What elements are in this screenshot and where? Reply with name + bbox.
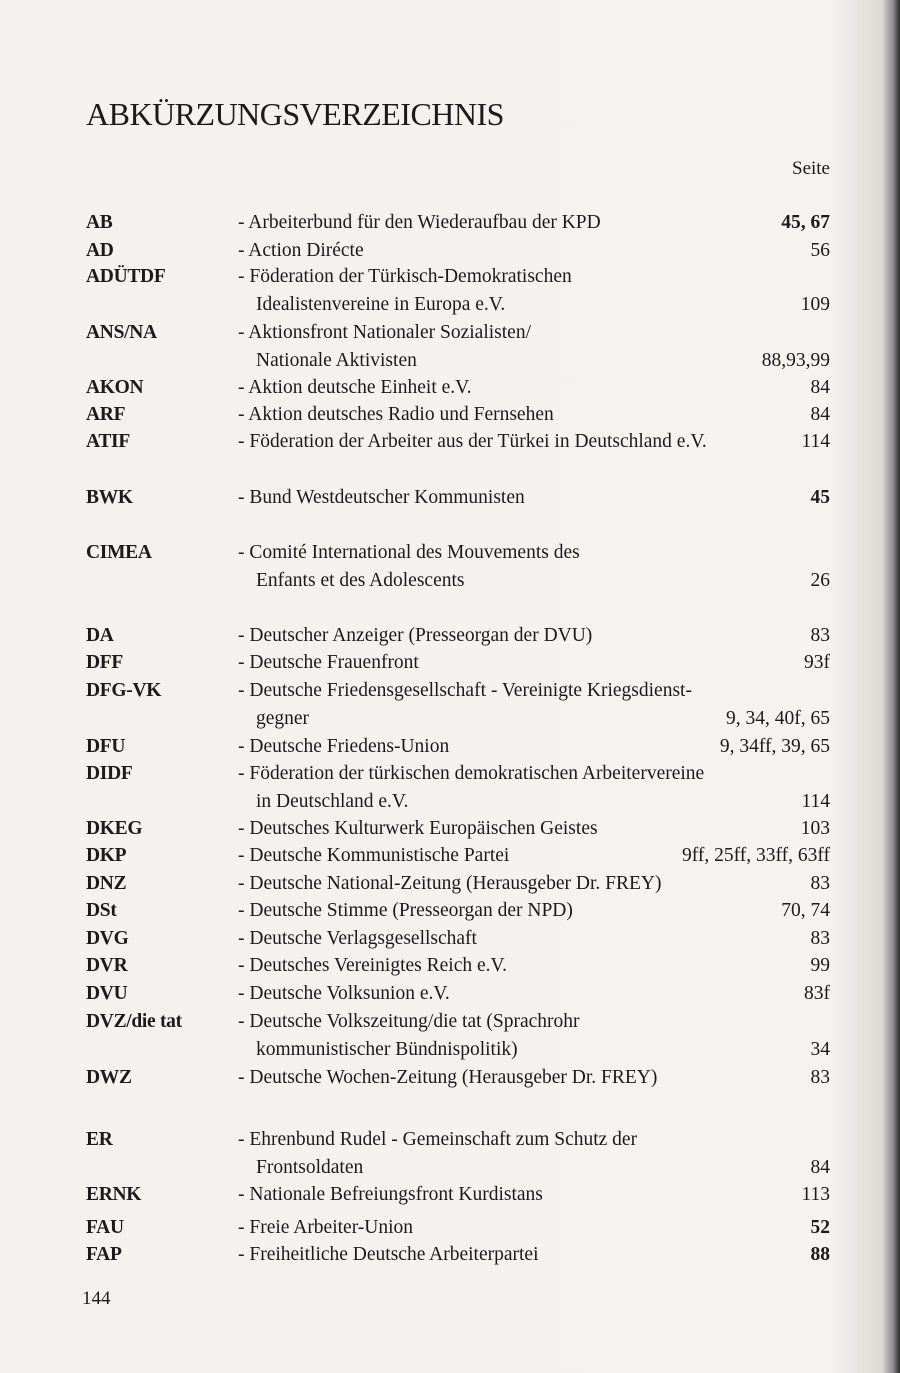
definition-text: - Freiheitliche Deutsche Arbeiterpartei xyxy=(238,1244,539,1265)
definition-line xyxy=(238,350,830,378)
definition-text: - Deutsche National-Zeitung (Herausgeber Dr. FREY) xyxy=(238,873,662,894)
page-reference: 114 xyxy=(801,790,830,812)
abbreviation-term: DWZ xyxy=(86,1067,132,1088)
abbreviation-term: AB xyxy=(86,212,113,233)
definition-text: - Deutsche Frauenfront xyxy=(238,652,419,673)
page-reference: 83 xyxy=(810,1067,830,1088)
page-reference: 9, 34, 40f, 65 xyxy=(726,707,830,729)
definition-line xyxy=(238,625,830,653)
seite-column-header: Seite xyxy=(792,158,830,179)
page-reference: 93f xyxy=(804,652,830,673)
page-reference: 83f xyxy=(804,983,830,1004)
page-reference: 88,93,99 xyxy=(761,349,830,371)
definition-line xyxy=(238,763,830,791)
definition-line xyxy=(238,1184,830,1212)
definition-text: - Deutsche Volksunion e.V. xyxy=(238,983,450,1004)
definition-line xyxy=(238,1129,830,1157)
page-reference: 114 xyxy=(801,431,830,452)
page-reference: 88 xyxy=(810,1244,830,1265)
abbreviation-term: DFF xyxy=(86,652,124,673)
definition-line xyxy=(238,1217,830,1245)
abbreviation-term: DVR xyxy=(86,955,128,976)
abbreviation-term: DVU xyxy=(86,983,128,1004)
definition-text: Enfants et des Adolescents xyxy=(256,569,465,591)
page-reference: 34 xyxy=(810,1038,830,1060)
definition-text: - Föderation der Türkisch-Demokratischen xyxy=(238,266,572,287)
definition-text: - Action Dirécte xyxy=(238,240,364,261)
abbreviation-term: DKEG xyxy=(86,818,143,839)
definition-line xyxy=(238,404,830,432)
page-reference: 9ff, 25ff, 33ff, 63ff xyxy=(681,845,830,866)
definition-text: - Deutsches Kulturwerk Europäischen Geistes xyxy=(238,818,598,839)
abbreviation-term: ANS/NA xyxy=(86,322,157,343)
abbreviation-term: DFG-VK xyxy=(86,680,162,701)
abbreviation-term: AKON xyxy=(86,377,144,398)
definition-line xyxy=(238,294,830,322)
page-reference: 70, 74 xyxy=(781,900,830,921)
definition-line xyxy=(238,900,830,928)
page-reference: 84 xyxy=(810,1156,830,1178)
abbreviation-term: ER xyxy=(86,1129,113,1150)
abbreviation-term: ARF xyxy=(86,404,126,425)
abbreviation-term: ADÜTDF xyxy=(86,266,166,287)
page-reference: 52 xyxy=(810,1217,830,1238)
abbreviation-term: FAP xyxy=(86,1244,122,1265)
definition-text: - Ehrenbund Rudel - Gemeinschaft zum Schutz der xyxy=(238,1129,638,1150)
page-reference: 109 xyxy=(800,293,830,315)
page-reference: 84 xyxy=(810,377,830,398)
definition-line xyxy=(238,736,830,764)
definition-line xyxy=(238,1039,830,1067)
definition-line xyxy=(238,983,830,1011)
abbreviation-term: ATIF xyxy=(86,431,130,452)
abbreviation-term: DVG xyxy=(86,928,129,949)
page-reference: 45 xyxy=(810,487,830,508)
definition-text: - Nationale Befreiungsfront Kurdistans xyxy=(238,1184,543,1205)
page-reference: 9, 34ff, 39, 65 xyxy=(719,736,830,757)
page-reference: 83 xyxy=(810,625,830,646)
page-edge-shadow xyxy=(892,0,900,1373)
definition-line xyxy=(238,322,830,350)
definition-line xyxy=(238,487,830,515)
page-number: 144 xyxy=(82,1288,111,1309)
page-reference: 99 xyxy=(810,955,830,976)
definition-text: - Aktion deutsche Einheit e.V. xyxy=(238,377,472,398)
definition-text: - Deutsche Friedens-Union xyxy=(238,736,450,757)
abbreviation-term: BWK xyxy=(86,487,133,508)
definition-line xyxy=(238,955,830,983)
abbreviation-term: DIDF xyxy=(86,763,133,784)
definition-text: - Arbeiterbund für den Wiederaufbau der KPD xyxy=(238,212,601,233)
page-reference: 45, 67 xyxy=(781,212,830,233)
definition-line xyxy=(238,708,830,736)
page-reference: 26 xyxy=(810,569,830,591)
definition-text: - Deutsche Kommunistische Partei xyxy=(238,845,510,866)
definition-line xyxy=(238,873,830,901)
definition-line xyxy=(238,570,830,598)
definition-text: - Deutsche Verlagsgesellschaft xyxy=(238,928,477,949)
definition-text: - Bund Westdeutscher Kommunisten xyxy=(238,487,525,508)
definition-line xyxy=(238,845,830,873)
definition-line xyxy=(238,240,830,268)
abbreviation-term: DKP xyxy=(86,845,127,866)
definition-line xyxy=(238,1067,830,1095)
definition-text: - Föderation der Arbeiter aus der Türkei in Deutschland e.V. xyxy=(238,431,707,452)
abbreviation-term: DVZ/die tat xyxy=(86,1011,182,1032)
page-reference: 103 xyxy=(800,818,830,839)
abbreviation-term: DA xyxy=(86,625,114,646)
definition-line xyxy=(238,1011,830,1039)
definition-line xyxy=(238,680,830,708)
definition-text: - Deutsche Friedensgesellschaft - Vereinigte Kriegsdienst- xyxy=(238,680,692,701)
definition-text: gegner xyxy=(256,707,310,729)
definition-line xyxy=(238,818,830,846)
page-reference: 113 xyxy=(801,1184,830,1205)
abbreviation-term: FAU xyxy=(86,1217,124,1238)
definition-text: - Deutsches Vereinigtes Reich e.V. xyxy=(238,955,507,976)
page-title: ABKÜRZUNGSVERZEICHNIS xyxy=(86,96,504,132)
definition-line xyxy=(238,431,830,459)
abbreviation-term: CIMEA xyxy=(86,542,152,563)
definition-line xyxy=(238,652,830,680)
definition-line xyxy=(238,212,830,240)
definition-line xyxy=(238,1244,830,1272)
definition-text: - Freie Arbeiter-Union xyxy=(238,1217,414,1238)
abbreviation-term: ERNK xyxy=(86,1184,142,1205)
definition-text: kommunistischer Bündnispolitik) xyxy=(256,1038,518,1060)
abbreviation-term: DSt xyxy=(86,900,117,921)
definition-text: Nationale Aktivisten xyxy=(256,349,417,371)
definition-line xyxy=(238,1157,830,1185)
definition-text: - Aktion deutsches Radio und Fernsehen xyxy=(238,404,554,425)
definition-text: - Deutscher Anzeiger (Presseorgan der DVU) xyxy=(238,625,593,646)
definition-text: - Deutsche Stimme (Presseorgan der NPD) xyxy=(238,900,573,921)
page-reference: 83 xyxy=(810,873,830,894)
definition-text: Idealistenvereine in Europa e.V. xyxy=(256,293,506,315)
definition-text: Frontsoldaten xyxy=(256,1156,364,1178)
definition-text: - Föderation der türkischen demokratischen Arbeitervereine xyxy=(238,763,705,784)
definition-text: - Comité International des Mouvements des xyxy=(238,542,580,563)
definition-line xyxy=(238,542,830,570)
definition-text: - Deutsche Wochen-Zeitung (Herausgeber Dr. FREY) xyxy=(238,1067,658,1088)
page-reference: 83 xyxy=(810,928,830,949)
definition-line xyxy=(238,377,830,405)
definition-text: - Deutsche Volkszeitung/die tat (Sprachrohr xyxy=(238,1011,580,1032)
definition-text: - Aktionsfront Nationaler Sozialisten/ xyxy=(238,322,531,343)
definition-text: in Deutschland e.V. xyxy=(256,790,409,812)
abbreviation-term: DFU xyxy=(86,736,126,757)
abbreviation-term: AD xyxy=(86,240,114,261)
definition-line xyxy=(238,928,830,956)
abbreviation-term: DNZ xyxy=(86,873,127,894)
page-reference: 56 xyxy=(810,240,830,261)
definition-line xyxy=(238,791,830,819)
page-reference: 84 xyxy=(810,404,830,425)
definition-line xyxy=(238,266,830,294)
